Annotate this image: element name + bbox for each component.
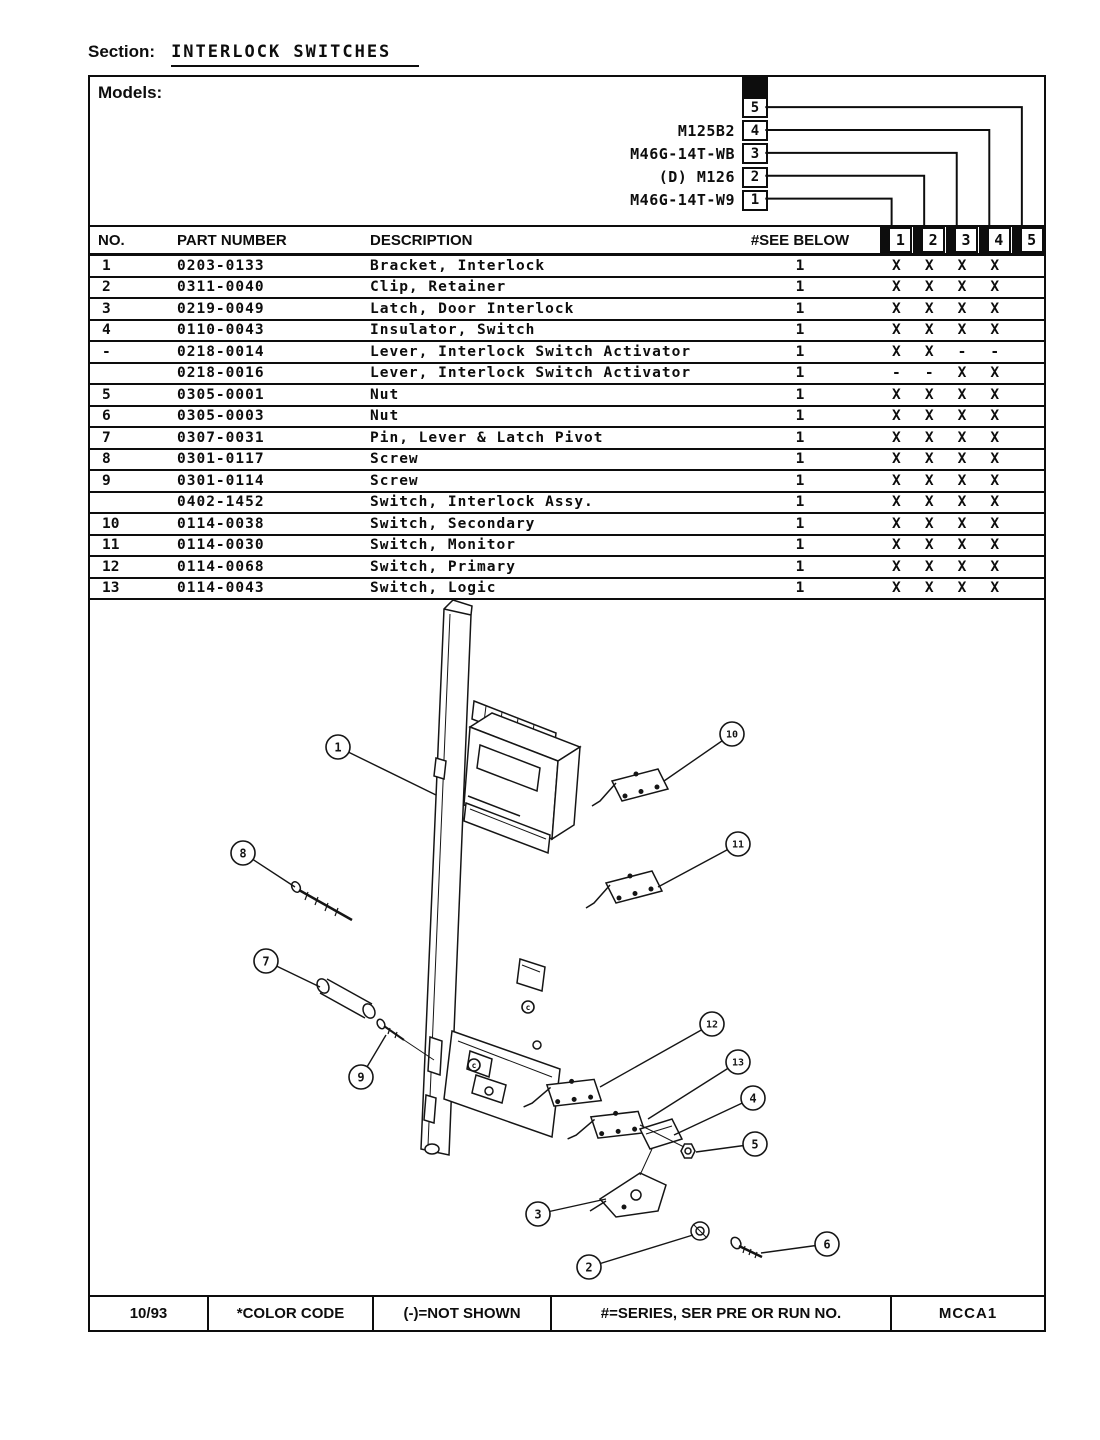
- callout-c: [522, 1001, 534, 1013]
- series-divider-block: [946, 227, 954, 253]
- col-header-see-below: #SEE BELOW: [750, 231, 850, 249]
- description-cell: Latch, Door Interlock: [370, 300, 575, 317]
- quantity-cell: 1: [795, 451, 805, 468]
- series-mark-cell: X: [924, 300, 934, 317]
- series-mark-cell: X: [957, 494, 967, 511]
- nut-shape: [681, 1144, 695, 1158]
- table-row: [90, 514, 1044, 536]
- model-name: (D) M126: [658, 168, 735, 187]
- models-area: [90, 77, 1044, 227]
- parts-table-body: [90, 256, 1044, 600]
- part-number-cell: 0114-0038: [177, 515, 265, 532]
- series-mark-cell: X: [892, 537, 901, 554]
- model-entry: [90, 167, 768, 188]
- svg-text:3: 3: [534, 1207, 542, 1222]
- model-name: M46G-14T-W9: [630, 191, 735, 210]
- quantity-cell: 1: [795, 300, 805, 317]
- model-key-box: 3: [742, 143, 768, 164]
- col-header-series-1: [880, 227, 913, 253]
- series-mark-cell: X: [892, 408, 901, 425]
- item-number-cell: 6: [102, 408, 111, 425]
- series-mark-cell: X: [990, 279, 1000, 296]
- series-mark-cell: X: [924, 494, 934, 511]
- series-divider-block: [979, 227, 987, 253]
- description-cell: Bracket, Interlock: [370, 257, 546, 274]
- model-name: M46G-14T-WB: [630, 144, 735, 163]
- series-mark-cell: X: [924, 429, 934, 446]
- col-header-no: NO.: [98, 231, 125, 249]
- quantity-cell: 1: [795, 322, 805, 339]
- part-number-cell: 0114-0030: [177, 537, 265, 554]
- description-cell: Lever, Interlock Switch Activator: [370, 343, 692, 360]
- series-mark-cell: X: [990, 257, 1000, 274]
- series-mark-cell: X: [990, 580, 1000, 597]
- part-number-cell: 0311-0040: [177, 279, 265, 296]
- series-mark-cell: X: [924, 558, 934, 575]
- description-cell: Clip, Retainer: [370, 279, 507, 296]
- series-mark-cell: X: [990, 494, 1000, 511]
- table-row: [90, 407, 1044, 429]
- table-row: [90, 385, 1044, 407]
- series-mark-cell: X: [892, 515, 901, 532]
- quantity-cell: 1: [795, 580, 805, 597]
- callout-2: [577, 1235, 693, 1279]
- quantity-cell: 1: [795, 408, 805, 425]
- callout-3: [526, 1199, 606, 1226]
- description-cell: Switch, Logic: [370, 580, 497, 597]
- series-mark-cell: X: [957, 408, 967, 425]
- item-number-cell: 5: [102, 386, 111, 403]
- model-key-box: 5: [742, 97, 768, 118]
- table-row: [90, 321, 1044, 343]
- item-number-cell: -: [102, 343, 111, 360]
- model-key-list: [90, 77, 1044, 225]
- content-frame: [88, 75, 1046, 1332]
- table-row: [90, 256, 1044, 278]
- series-mark-cell: X: [957, 322, 967, 339]
- callout-6: [761, 1232, 839, 1256]
- parts-table-header: [90, 227, 1044, 256]
- footer-series-note: #=SERIES, SER PRE OR RUN NO.: [552, 1297, 892, 1330]
- model-key-box: 1: [742, 190, 768, 211]
- series-mark-cell: X: [892, 322, 901, 339]
- series-mark-cell: X: [957, 386, 967, 403]
- quantity-cell: 1: [795, 365, 805, 382]
- svg-text:c: c: [525, 1002, 531, 1012]
- model-key-box: 2: [742, 167, 768, 188]
- part-number-cell: 0219-0049: [177, 300, 265, 317]
- part-number-cell: 0305-0003: [177, 408, 265, 425]
- series-divider-block: [913, 227, 921, 253]
- footer-not-shown: (-)=NOT SHOWN: [374, 1297, 552, 1330]
- callout-9: [349, 1035, 386, 1089]
- series-mark-cell: X: [957, 472, 967, 489]
- series-mark-cell: X: [990, 451, 1000, 468]
- series-mark-cell: X: [892, 580, 901, 597]
- item-number-cell: 9: [102, 472, 111, 489]
- series-mark-cell: X: [990, 365, 1000, 382]
- series-mark-cell: X: [892, 451, 901, 468]
- callout-8: [231, 841, 295, 887]
- series-mark-cell: X: [892, 494, 901, 511]
- series-mark-cell: -: [924, 365, 934, 382]
- part-number-cell: 0301-0117: [177, 451, 265, 468]
- series-mark-cell: X: [924, 322, 934, 339]
- callout-10: [664, 722, 744, 781]
- model-entry: [90, 143, 768, 164]
- table-row: [90, 428, 1044, 450]
- description-cell: Switch, Secondary: [370, 515, 536, 532]
- series-mark-cell: X: [990, 386, 1000, 403]
- part-number-cell: 0402-1452: [177, 494, 265, 511]
- col-header-series-5: [1011, 227, 1044, 253]
- lower-plate-shape: [444, 959, 560, 1137]
- item-number-cell: 2: [102, 279, 111, 296]
- model-entry: [90, 97, 768, 118]
- item-number-cell: 7: [102, 429, 111, 446]
- series-number-box: 4: [987, 227, 1011, 253]
- table-row: [90, 471, 1044, 493]
- svg-text:10: 10: [725, 729, 739, 741]
- series-mark-cell: X: [957, 429, 967, 446]
- series-mark-cell: X: [957, 537, 967, 554]
- series-mark-cell: X: [990, 429, 1000, 446]
- footer-bar: [90, 1295, 1044, 1330]
- svg-text:6: 6: [823, 1237, 831, 1252]
- series-mark-cell: X: [892, 257, 901, 274]
- series-mark-cell: X: [957, 300, 967, 317]
- latch-shape: [590, 1149, 666, 1217]
- svg-text:13: 13: [731, 1057, 745, 1069]
- series-mark-cell: X: [892, 558, 901, 575]
- col-header-series-3: [946, 227, 979, 253]
- table-row: [90, 299, 1044, 321]
- series-mark-cell: X: [990, 515, 1000, 532]
- description-cell: Insulator, Switch: [370, 322, 536, 339]
- series-mark-cell: -: [892, 365, 901, 382]
- item-number-cell: 4: [102, 322, 111, 339]
- description-cell: Lever, Interlock Switch Activator: [370, 365, 692, 382]
- series-mark-cell: X: [957, 580, 967, 597]
- series-mark-cell: X: [990, 537, 1000, 554]
- series-mark-cell: X: [924, 279, 934, 296]
- model-name: M125B2: [677, 121, 735, 140]
- series-mark-cell: X: [924, 386, 934, 403]
- svg-text:8: 8: [239, 846, 247, 861]
- series-mark-cell: X: [892, 300, 901, 317]
- part-number-cell: 0110-0043: [177, 322, 265, 339]
- series-mark-cell: X: [924, 580, 934, 597]
- footer-color-code: *COLOR CODE: [209, 1297, 374, 1330]
- series-mark-cell: X: [924, 343, 934, 360]
- series-number-box: 2: [921, 227, 945, 253]
- quantity-cell: 1: [795, 515, 805, 532]
- series-mark-cell: X: [957, 365, 967, 382]
- table-row: [90, 536, 1044, 558]
- description-cell: Screw: [370, 451, 419, 468]
- svg-text:5: 5: [751, 1137, 759, 1152]
- series-mark-cell: X: [924, 257, 934, 274]
- series-mark-cell: X: [957, 451, 967, 468]
- quantity-cell: 1: [795, 429, 805, 446]
- description-cell: Switch, Primary: [370, 558, 516, 575]
- series-divider-block: [880, 227, 888, 253]
- series-mark-cell: -: [990, 343, 1000, 360]
- part-number-cell: 0301-0114: [177, 472, 265, 489]
- exploded-diagram: [90, 600, 1044, 1299]
- svg-text:1: 1: [334, 740, 342, 755]
- svg-text:11: 11: [731, 839, 745, 851]
- upper-bracket-shape: [464, 701, 580, 853]
- col-header-series-4: [978, 227, 1011, 253]
- models-label: Models:: [98, 83, 163, 102]
- item-number-cell: 8: [102, 451, 111, 468]
- callout-7: [254, 949, 320, 987]
- switch-monitor-shape: [586, 871, 662, 908]
- item-number-cell: 10: [102, 515, 120, 532]
- section-label: Section:: [88, 42, 156, 61]
- screw-8-shape: [290, 880, 352, 920]
- svg-text:12: 12: [705, 1019, 719, 1031]
- quantity-cell: 1: [795, 386, 805, 403]
- callout-5: [696, 1132, 767, 1156]
- item-number-cell: 1: [102, 257, 111, 274]
- description-cell: Switch, Interlock Assy.: [370, 494, 594, 511]
- item-number-cell: 11: [102, 537, 120, 554]
- part-number-cell: 0114-0043: [177, 580, 265, 597]
- quantity-cell: 1: [795, 558, 805, 575]
- switch-logic-shape: [568, 1102, 648, 1149]
- series-mark-cell: X: [957, 515, 967, 532]
- model-entry: [90, 120, 768, 141]
- callout-c: [468, 1059, 480, 1071]
- page-title: INTERLOCK SWITCHES: [171, 42, 419, 67]
- series-mark-cell: X: [957, 558, 967, 575]
- footer-page-code: MCCA1: [938, 1305, 998, 1322]
- series-mark-cell: X: [892, 279, 901, 296]
- svg-text:c: c: [471, 1060, 477, 1070]
- part-number-cell: 0218-0016: [177, 365, 265, 382]
- series-mark-cell: X: [892, 429, 901, 446]
- part-number-cell: 0114-0068: [177, 558, 265, 575]
- series-mark-cell: X: [990, 472, 1000, 489]
- switch-secondary-shape: [592, 769, 668, 806]
- svg-text:4: 4: [749, 1091, 757, 1106]
- pivot-pin-shape: [315, 977, 378, 1020]
- series-mark-cell: X: [892, 472, 901, 489]
- table-row: [90, 364, 1044, 386]
- series-mark-cell: X: [924, 515, 934, 532]
- screw-6-shape: [729, 1236, 762, 1258]
- col-header-description: DESCRIPTION: [370, 231, 473, 249]
- part-number-cell: 0203-0133: [177, 257, 265, 274]
- part-number-cell: 0307-0031: [177, 429, 265, 446]
- callout-12: [600, 1012, 724, 1087]
- table-row: [90, 557, 1044, 579]
- series-mark-cell: X: [924, 537, 934, 554]
- part-number-cell: 0305-0001: [177, 386, 265, 403]
- model-key-box: 4: [742, 120, 768, 141]
- diagram-svg: [90, 600, 1044, 1299]
- item-number-cell: 3: [102, 300, 111, 317]
- col-header-series-2: [913, 227, 946, 253]
- quantity-cell: 1: [795, 494, 805, 511]
- series-number-box: 1: [888, 227, 912, 253]
- section-header: [88, 42, 419, 67]
- item-number-cell: 13: [102, 580, 120, 597]
- part-number-cell: 0218-0014: [177, 343, 265, 360]
- quantity-cell: 1: [795, 537, 805, 554]
- description-cell: Nut: [370, 386, 400, 403]
- col-header-part-number: PART NUMBER: [177, 231, 287, 249]
- table-row: [90, 493, 1044, 515]
- svg-text:2: 2: [585, 1260, 593, 1275]
- series-mark-cell: X: [957, 279, 967, 296]
- series-mark-cell: X: [924, 472, 934, 489]
- series-number-box: 5: [1020, 227, 1044, 253]
- svg-text:7: 7: [262, 954, 270, 969]
- callout-1: [326, 735, 436, 795]
- series-mark-cell: X: [990, 408, 1000, 425]
- series-mark-cell: X: [924, 451, 934, 468]
- table-row: [90, 278, 1044, 300]
- item-number-cell: 12: [102, 558, 120, 575]
- model-entry: [90, 190, 768, 211]
- table-row: [90, 579, 1044, 601]
- callout-11: [658, 832, 750, 887]
- footer-date: 10/93: [90, 1297, 209, 1330]
- quantity-cell: 1: [795, 343, 805, 360]
- table-row: [90, 450, 1044, 472]
- series-mark-cell: X: [990, 322, 1000, 339]
- series-number-box: 3: [954, 227, 978, 253]
- series-mark-cell: -: [957, 343, 967, 360]
- series-mark-cell: X: [892, 343, 901, 360]
- description-cell: Pin, Lever & Latch Pivot: [370, 429, 604, 446]
- description-cell: Screw: [370, 472, 419, 489]
- series-mark-cell: X: [892, 386, 901, 403]
- quantity-cell: 1: [795, 279, 805, 296]
- description-cell: Switch, Monitor: [370, 537, 516, 554]
- table-row: [90, 342, 1044, 364]
- series-mark-cell: X: [990, 558, 1000, 575]
- svg-text:9: 9: [357, 1070, 365, 1085]
- quantity-cell: 1: [795, 257, 805, 274]
- callout-13: [648, 1050, 750, 1119]
- series-mark-cell: X: [924, 408, 934, 425]
- retainer-clip-shape: [691, 1222, 709, 1240]
- series-mark-cell: X: [957, 257, 967, 274]
- series-mark-cell: X: [990, 300, 1000, 317]
- description-cell: Nut: [370, 408, 400, 425]
- series-divider-block: [1012, 227, 1020, 253]
- quantity-cell: 1: [795, 472, 805, 489]
